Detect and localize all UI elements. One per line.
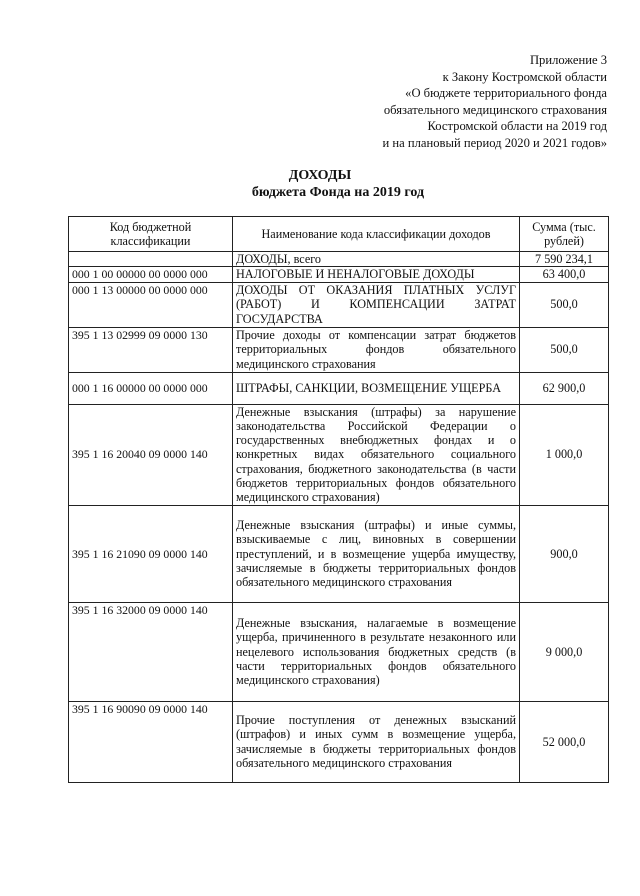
row-sum: 500,0 xyxy=(520,282,609,327)
row-name: НАЛОГОВЫЕ И НЕНАЛОГОВЫЕ ДОХОДЫ xyxy=(233,267,520,282)
row-sum: 900,0 xyxy=(520,505,609,602)
row-code: 395 1 16 90090 09 0000 140 xyxy=(69,701,233,782)
appendix-line: «О бюджете территориального фонда xyxy=(405,86,607,100)
header-sum: Сумма (тыс. рублей) xyxy=(520,217,609,252)
row-name: ШТРАФЫ, САНКЦИИ, ВОЗМЕЩЕНИЕ УЩЕРБА xyxy=(233,372,520,404)
table-row xyxy=(69,505,609,602)
row-name: Денежные взыскания (штрафы) и иные суммы, взыскиваемые с лиц, виновных в совершении преступлений, и в возмещение ущерба имуществу, зачисляемые в бюджеты территориальных фондов обязательного медицинского страхования xyxy=(233,505,520,602)
row-code: 395 1 16 32000 09 0000 140 xyxy=(69,602,233,701)
row-code: 000 1 16 00000 00 0000 000 xyxy=(69,372,233,404)
row-code: 000 1 00 00000 00 0000 000 xyxy=(69,267,233,282)
appendix-line: Приложение 3 xyxy=(529,53,607,67)
row-sum: 9 000,0 xyxy=(520,602,609,701)
title-line-1: ДОХОДЫ xyxy=(288,168,352,183)
table-row xyxy=(69,282,609,327)
row-sum: 7 590 234,1 xyxy=(520,252,609,267)
table-row xyxy=(69,267,609,282)
title-line-2: бюджета Фонда на 2019 год xyxy=(251,185,425,200)
appendix-note xyxy=(383,52,607,151)
row-code: 395 1 16 20040 09 0000 140 xyxy=(69,404,233,505)
header-name: Наименование кода классификации доходов xyxy=(233,217,520,252)
row-name: Денежные взыскания, налагаемые в возмещение ущерба, причиненного в результате незаконного или нецелевого использования бюджетных средств (в части территориальных фондов обязательного медицинского страхования) xyxy=(233,602,520,701)
row-code xyxy=(69,252,233,267)
appendix-line: обязательного медицинского страхования xyxy=(383,102,607,117)
table-row xyxy=(69,602,609,701)
header-code: Код бюджетной классификации xyxy=(69,217,233,252)
table-row xyxy=(69,404,609,505)
row-sum: 52 000,0 xyxy=(520,701,609,782)
row-code: 395 1 13 02999 09 0000 130 xyxy=(69,327,233,372)
table-row xyxy=(69,701,609,782)
row-sum: 1 000,0 xyxy=(520,404,609,505)
table-row xyxy=(69,252,609,267)
row-sum: 500,0 xyxy=(520,327,609,372)
row-name: Денежные взыскания (штрафы) за нарушение законодательства Российской Федерации о государственных внебюджетных фондах и о конкретных видах обязательного социального страхования, бюджетного законодательства (в части бюджетов территориальных фондов обязательного медицинского страхования) xyxy=(233,404,520,505)
appendix-line: Костромской области на 2019 год xyxy=(427,119,607,133)
row-name: ДОХОДЫ, всего xyxy=(233,252,520,267)
row-name: Прочие поступления от денежных взысканий (штрафов) и иных сумм в возмещение ущерба, зачисляемые в бюджеты территориальных фондов обязательного медицинского страхования xyxy=(233,701,520,782)
row-code: 395 1 16 21090 09 0000 140 xyxy=(69,505,233,602)
table-row xyxy=(69,372,609,404)
income-table xyxy=(68,216,609,783)
row-sum: 63 400,0 xyxy=(520,267,609,282)
appendix-line: к Закону Костромской области xyxy=(442,69,607,84)
row-code: 000 1 13 00000 00 0000 000 xyxy=(69,282,233,327)
document-title xyxy=(0,167,640,201)
row-name: ДОХОДЫ ОТ ОКАЗАНИЯ ПЛАТНЫХ УСЛУГ (РАБОТ) И КОМПЕНСАЦИИ ЗАТРАТ ГОСУДАРСТВА xyxy=(233,282,520,327)
row-sum: 62 900,0 xyxy=(520,372,609,404)
table-header-row xyxy=(69,217,609,252)
row-name: Прочие доходы от компенсации затрат бюджетов территориальных фондов обязательного медицинского страхования xyxy=(233,327,520,372)
appendix-line: и на плановый период 2020 и 2021 годов» xyxy=(382,135,607,150)
table-row xyxy=(69,327,609,372)
